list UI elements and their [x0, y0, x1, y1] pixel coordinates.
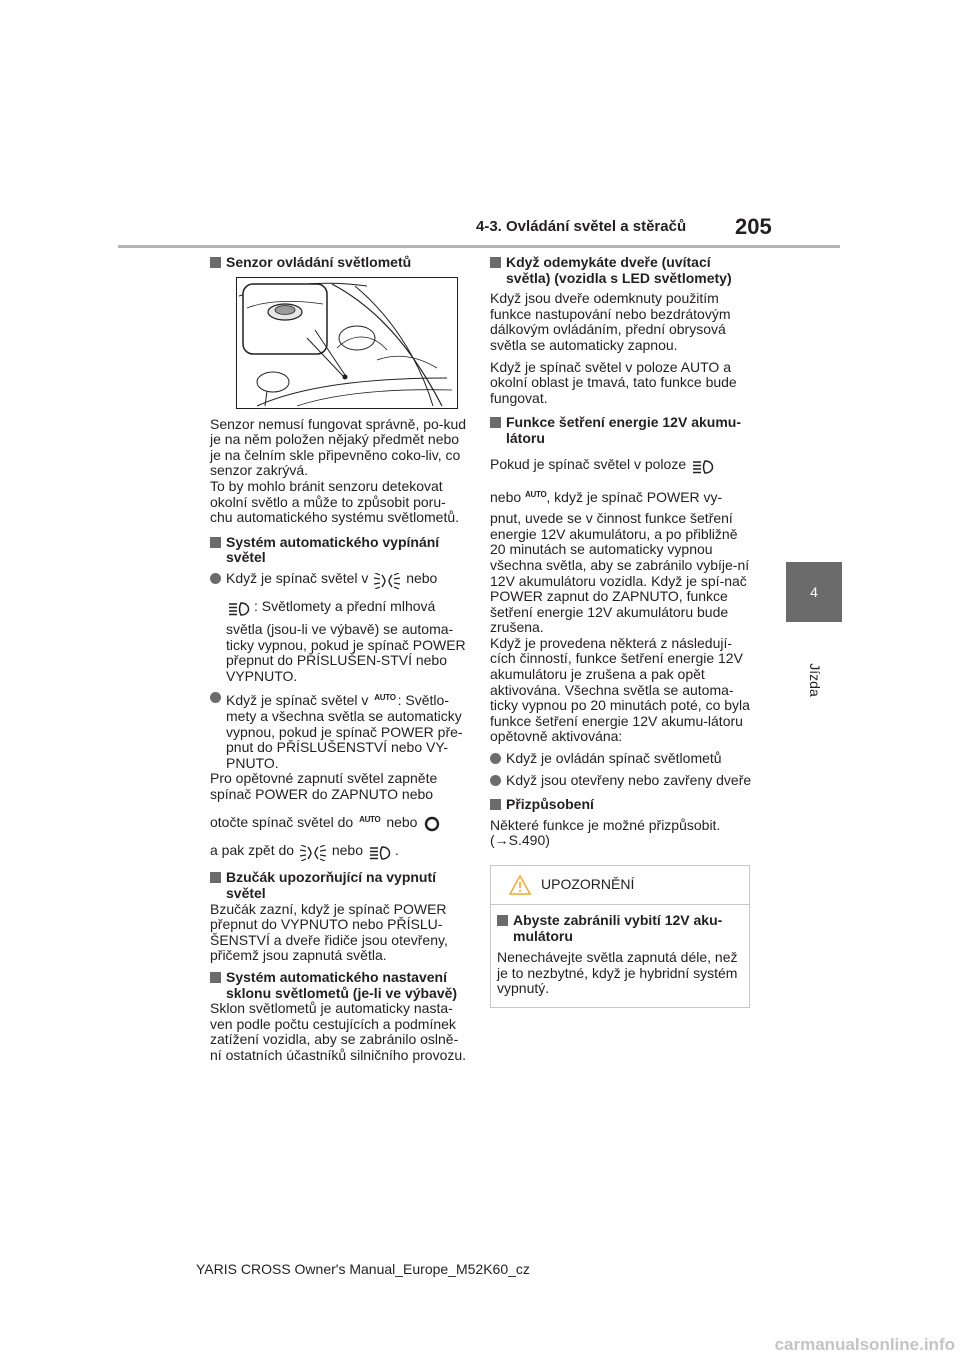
paragraph: Když je spínač světel v poloze AUTO a okolní oblast je tmavá, tato funkce bude fungovat.	[490, 358, 737, 406]
text: nebo	[490, 488, 522, 505]
paragraph: Když jsou dveře odemknuty použitím funkce nastupování nebo bezdrátovým dálkovým ovládáním, přední obrysová světla se automaticky zapnou.	[490, 290, 731, 353]
text: Když je spínač světel v	[226, 692, 369, 709]
text: .	[394, 842, 399, 859]
bullet-item: Když je ovládán spínač světlometů	[490, 751, 752, 767]
text: nebo	[406, 569, 438, 586]
bullet-item	[210, 571, 468, 589]
headlight-icon	[228, 601, 252, 617]
paragraph: To by mohlo bránit senzoru detekovat okolní světlo a může to způsobit poru-chu automatického systému světlometů.	[210, 477, 460, 526]
left-column	[210, 255, 468, 1064]
auto-icon: AUTO	[374, 693, 396, 703]
caution-title: Abyste zabránili vybití 12V aku-mulátoru	[497, 913, 745, 944]
bullet-item: Když jsou otevřeny nebo zavřeny dveře	[490, 773, 752, 789]
section-heading: Senzor ovládání světlometů	[210, 255, 468, 271]
text: : Světlomety a přední mlhová	[254, 597, 436, 614]
chapter-side-label	[795, 640, 835, 720]
section-heading: Systém automatického vypínání světel	[210, 535, 468, 566]
paragraph: Některé funkce je možné přizpůsobit. (→S.490)	[490, 816, 721, 849]
text-line	[210, 599, 468, 617]
section-heading: Bzučák upozorňující na vypnutí světel	[210, 870, 468, 901]
page-number: 205	[735, 214, 772, 239]
chapter-label: Jízda	[807, 663, 823, 697]
light-sensor-illustration	[236, 277, 458, 409]
paragraph: Sklon světlometů je automaticky nasta-ven podle počtu cestujících a podmínek zatížení vozidla, aby se zabránilo oslně-ní ostatních účastníků silničního provozu.	[210, 1000, 467, 1063]
caution-header	[491, 866, 749, 905]
section-heading: Systém automatického nastavení sklonu světlometů (je-li ve výbavě)	[210, 970, 468, 1001]
text: nebo	[331, 842, 363, 859]
auto-icon: AUTO	[359, 815, 381, 825]
section-heading: Funkce šetření energie 12V akumu-látoru	[490, 415, 752, 446]
footer: YARIS CROSS Owner's Manual_Europe_M52K60_cz	[196, 1261, 530, 1277]
paragraph: světla (jsou-li ve výbavě) se automa-ticky vypnou, pokud je spínač POWER přepnut do PŘÍSLUŠEN-STVÍ nebo VYPNUTO.	[226, 620, 466, 684]
text: a pak zpět do	[210, 842, 295, 859]
text: otočte spínač světel do	[210, 814, 354, 831]
headlight-icon	[692, 459, 716, 475]
tail-light-icon	[300, 845, 326, 861]
caution-body	[491, 905, 749, 1007]
section-title: 4-3. Ovládání světel a stěračů	[476, 218, 687, 235]
header-divider	[118, 245, 840, 248]
warning-triangle-icon	[509, 875, 531, 895]
section-heading: Přizpůsobení	[490, 797, 752, 813]
watermark: carmanualsonline.info	[774, 1335, 955, 1354]
text: Pokud je spínač světel v poloze	[490, 455, 687, 472]
text: , když je spínač POWER vy-	[546, 488, 723, 505]
section-heading: Když odemykáte dveře (uvítací světla) (vozidla s LED světlomety)	[490, 255, 752, 286]
paragraph: Bzučák zazní, když je spínač POWER přepnut do VYPNUTO nebo PŘÍSLU-ŠENSTVÍ a dveře řidiče jsou otevřeny, přičemž jsou zapnutá světla.	[210, 900, 448, 964]
caution-box	[490, 865, 750, 1008]
headlight-icon	[369, 845, 393, 861]
auto-icon: AUTO	[525, 489, 547, 499]
text: nebo	[386, 814, 418, 831]
paragraph: Když je provedena některá z následují-cích činností, funkce šetření energie 12V akumulátoru je zrušena a pak opět aktivována. Všechna světla se automa-ticky vypnou po 20 minutách poté, co byla funkce šetření energie 12V akumu-látoru opětovně aktivována:	[490, 634, 750, 745]
text-line	[210, 843, 468, 861]
caution-text: Nenechávejte světla zapnutá déle, než je to nezbytné, když je hybridní systém vypnutý.	[497, 949, 738, 997]
text: : Světlo-mety a všechna světla se automaticky vypnou, pokud je spínač POWER pře-pnut do PŘÍSLUŠENSTVÍ nebo VY-PNUTO.	[226, 692, 463, 771]
chapter-number: 4	[810, 584, 818, 600]
paragraph: Pro opětovné zapnutí světel zapněte spínač POWER do ZAPNUTO nebo	[210, 770, 438, 802]
right-column	[490, 255, 752, 1008]
text: Když je spínač světel v	[226, 569, 369, 586]
chapter-tab[interactable]	[786, 562, 842, 622]
caution-label: UPOZORNĚNÍ	[541, 876, 635, 892]
paragraph: pnut, uvede se v činnost funkce šetření energie 12V akumulátoru, a po přibližně 20 minutách se automaticky vypnou všechna světla, aby se zabránilo vybíje-ní 12V akumulátoru vozidla. Když je spí-nač POWER zapnut do ZAPNUTO, funkce šetření energie 12V akumulátoru bude zrušena.	[490, 510, 750, 636]
paragraph: Senzor nemusí fungovat správně, po-kud je na něm položen nějaký předmět nebo je na čelním skle připevněno coko-liv, co senzor zakrývá.	[210, 415, 467, 479]
text-line	[490, 457, 752, 475]
text-line	[490, 487, 752, 506]
tail-light-icon	[374, 573, 400, 589]
bullet-item	[210, 690, 468, 771]
off-icon	[423, 815, 441, 833]
text-line	[210, 812, 468, 833]
